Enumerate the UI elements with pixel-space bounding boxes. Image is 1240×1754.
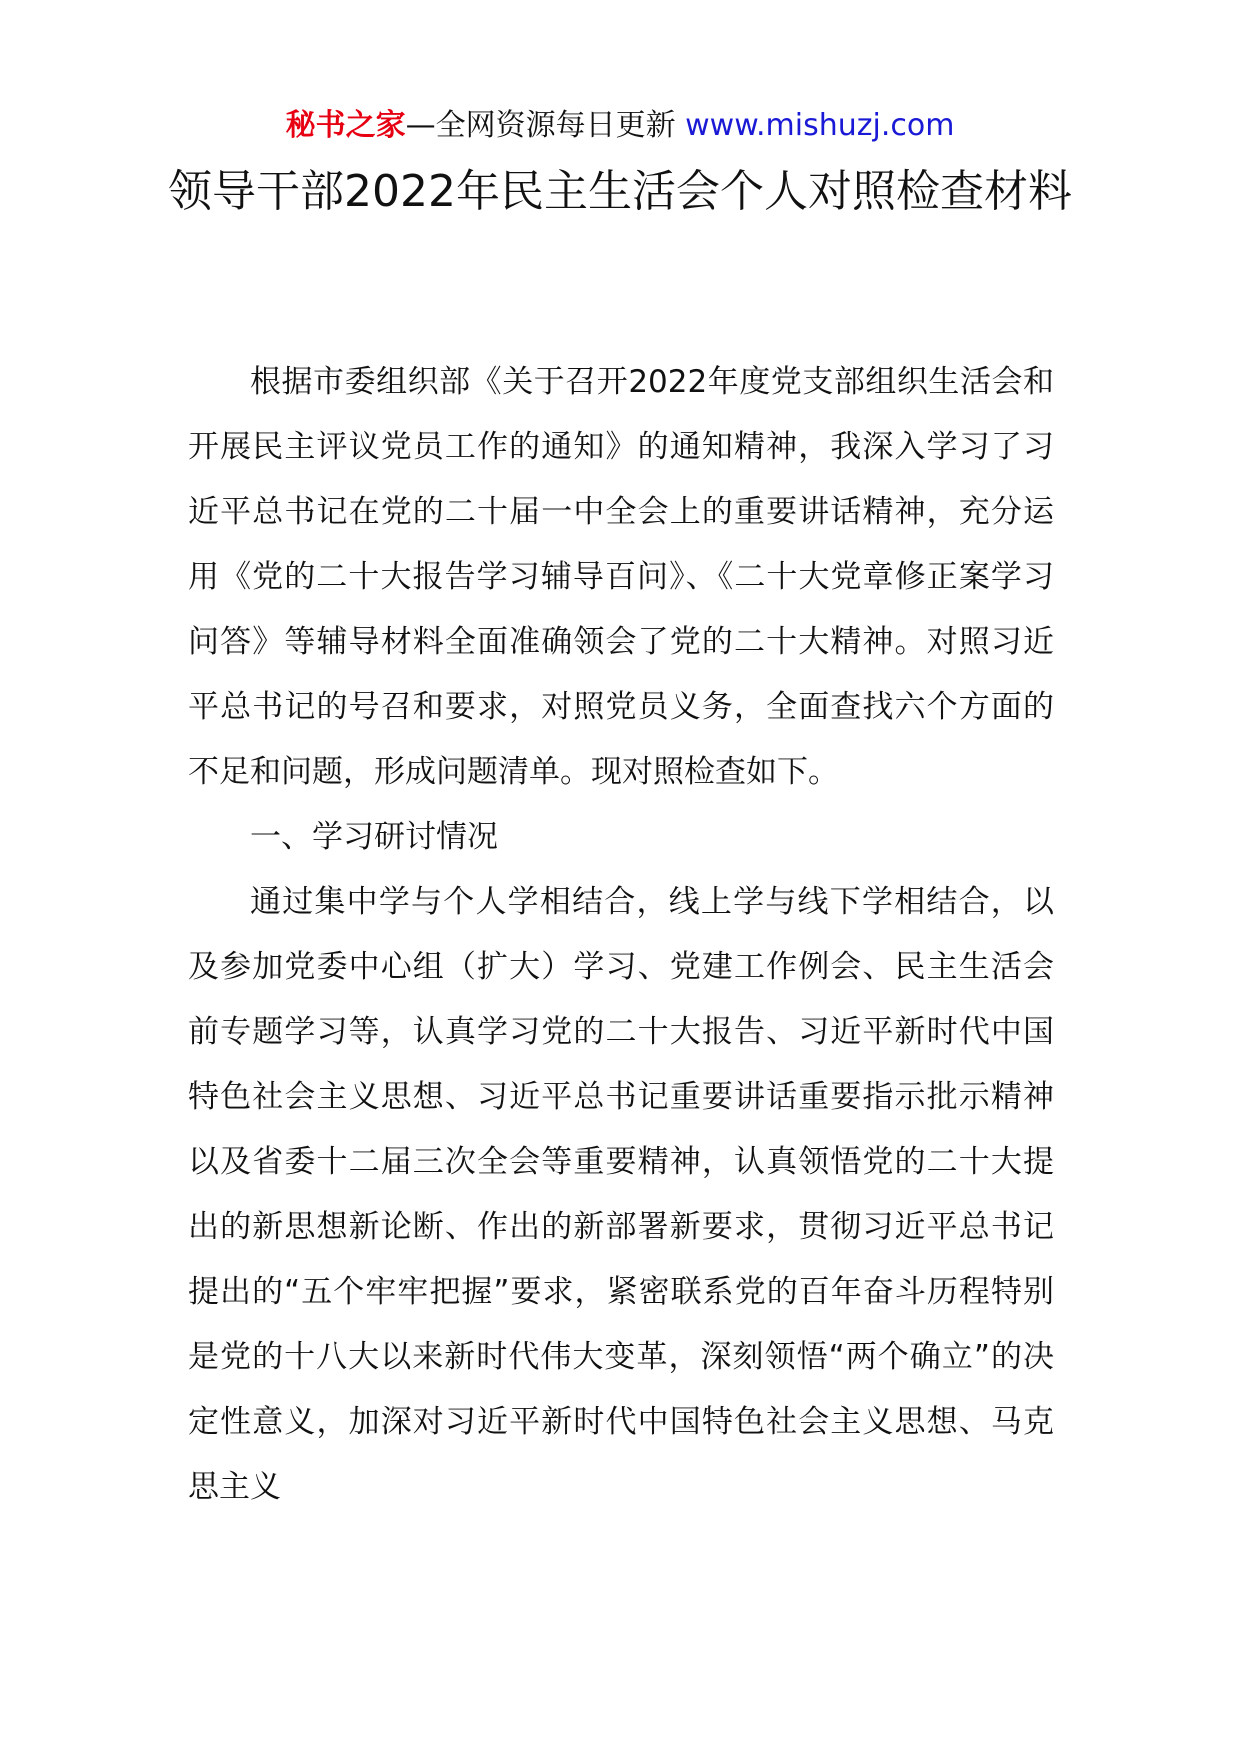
document-title: 领导干部2022年民主生活会个人对照检查材料 [168,166,1072,217]
intro-paragraph: 根据市委组织部《关于召开2022年度党支部组织生活会和开展民主评议党员工作的通知》的通知精神，我深入学习了习近平总书记在党的二十届一中全会上的重要讲话精神，充分运用《党的二十大报告学习辅导百问》、《二十大党章修正案学习问答》等辅导材料全面准确领会了党的二十大精神。对照习近平总书记的号召和要求，对照党员义务，全面查找六个方面的不足和问题，形成问题清单。现对照检查如下。 [188,364,1054,790]
section-heading: 一、学习研讨情况 [250,819,498,855]
brand-tagline: —全网资源每日更新 [405,108,676,143]
site-watermark [0,104,1240,148]
site-url-link[interactable]: www.mishuzj.com [685,108,955,143]
brand-name: 秘书之家 [285,108,406,143]
document-body [188,350,1054,1520]
body-paragraph: 通过集中学与个人学相结合，线上学与线下学相结合，以及参加党委中心组（扩大）学习、党建工作例会、民主生活会前专题学习等，认真学习党的二十大报告、习近平新时代中国特色社会主义思想、习近平总书记重要讲话重要指示批示精神以及省委十二届三次全会等重要精神，认真领悟党的二十大提出的新思想新论断、作出的新部署新要求，贯彻习近平总书记提出的“五个牢牢把握”要求，紧密联系党的百年奋斗历程特别是党的十八大以来新时代伟大变革，深刻领悟“两个确立”的决定性意义，加深对习近平新时代中国特色社会主义思想、马克思主义 [188,884,1054,1505]
